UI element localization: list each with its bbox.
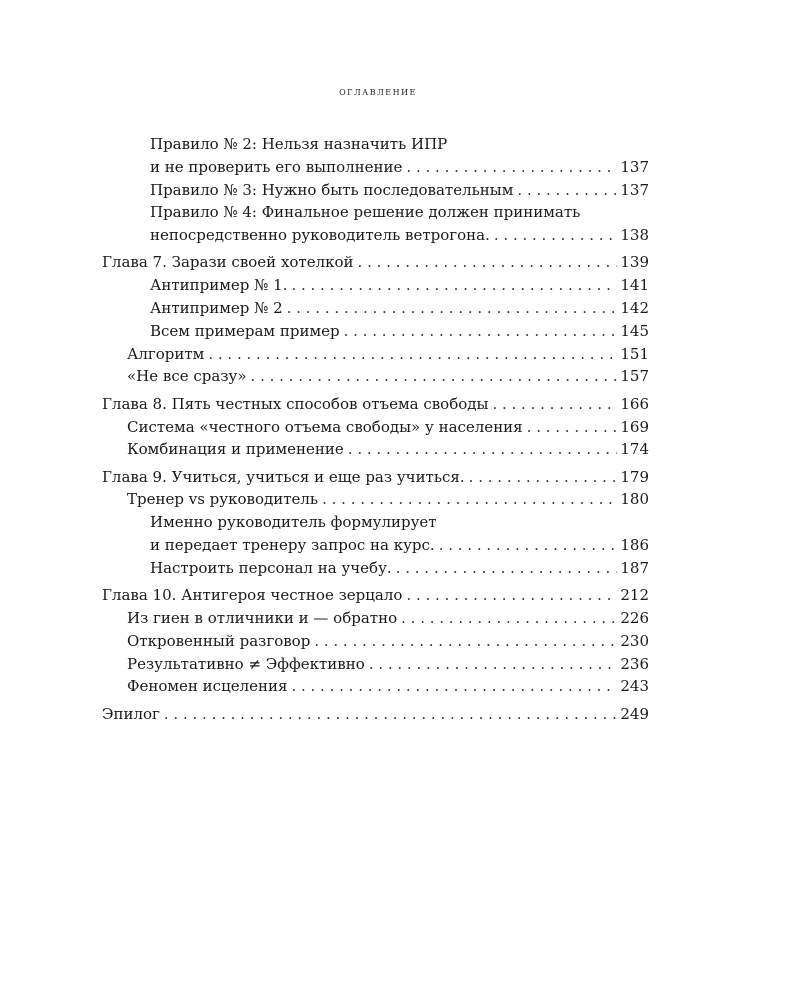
toc-section-entry[interactable] [102, 653, 649, 676]
toc-page-number: 145 [620, 321, 649, 340]
toc-page-number: 138 [620, 226, 649, 245]
toc-page-number: 166 [620, 394, 649, 413]
toc-page-number: 230 [620, 631, 649, 650]
toc-entry-title: Феномен исцеления [127, 677, 288, 696]
dot-leader [406, 156, 617, 179]
toc-section-entry[interactable] [102, 416, 649, 439]
toc-page-number: 151 [620, 344, 649, 363]
toc-chapter-entry[interactable] [102, 251, 649, 274]
toc-section-entry[interactable] [102, 274, 649, 297]
toc-page-number: 187 [620, 558, 649, 577]
toc-section-entry[interactable] [102, 488, 649, 511]
toc-page-number: 139 [620, 253, 649, 272]
dot-leader [369, 653, 618, 676]
toc-section-entry[interactable] [102, 297, 649, 320]
toc-entry-title-line: Правило № 4: Финальное решение должен принимать [150, 203, 581, 222]
toc-page-number: 186 [620, 536, 649, 555]
toc-section-entry[interactable] [102, 557, 649, 580]
dot-leader [164, 703, 617, 726]
dot-leader [527, 416, 618, 439]
toc-section-entry[interactable] [102, 179, 649, 202]
toc-chapter-entry[interactable] [102, 584, 649, 607]
toc-section-entry[interactable] [102, 675, 649, 698]
toc-entry-title: Антипример № 1. [150, 276, 288, 295]
dot-leader [401, 607, 617, 630]
toc-page-number: 212 [620, 586, 649, 605]
dot-leader [358, 251, 618, 274]
toc-entry-title: Комбинация и применение [127, 440, 344, 459]
toc-page-number: 179 [620, 467, 649, 486]
toc-entry-last-line [150, 534, 649, 557]
dot-leader [494, 224, 617, 247]
toc-page-number: 236 [620, 654, 649, 673]
dot-leader [469, 466, 618, 489]
toc-chapter-entry[interactable] [102, 466, 649, 489]
dot-leader [406, 584, 617, 607]
dot-leader [322, 488, 617, 511]
toc-page-number: 249 [620, 704, 649, 723]
toc-entry-title: Система «честного отъема свободы» у населения [127, 417, 523, 436]
toc-entry-title: Глава 7. Зарази своей хотелкой [102, 253, 354, 272]
toc-entry-title: Результативно ≠ Эффективно [127, 654, 365, 673]
toc-entry-title: Глава 8. Пять честных способов отъема свободы [102, 394, 489, 413]
toc-entry-title: Тренер vs руководитель [127, 490, 319, 509]
toc-page-number: 137 [620, 180, 649, 199]
toc-page-number: 142 [620, 299, 649, 318]
toc-entry-title: и не проверить его выполнение [150, 157, 403, 176]
toc-section-entry[interactable] [102, 343, 649, 366]
toc-chapter-entry[interactable] [102, 703, 649, 726]
toc-section-entry[interactable] [102, 630, 649, 653]
toc-entry-title: «Не все сразу» [127, 367, 247, 386]
toc-chapter-entry[interactable] [102, 393, 649, 416]
toc-entry-title: Антипример № 2 [150, 299, 283, 318]
toc-entry-last-line [150, 224, 649, 247]
dot-leader [344, 320, 618, 343]
toc-page-number: 226 [620, 608, 649, 627]
toc-section-entry[interactable] [102, 201, 649, 247]
toc-entry-title-line: Правило № 2: Нельзя назначить ИПР [150, 135, 448, 153]
toc-section-entry[interactable] [102, 133, 649, 179]
toc-section-entry[interactable] [102, 607, 649, 630]
toc-page-number: 157 [620, 367, 649, 386]
toc-entry-title: Всем примерам пример [150, 321, 340, 340]
dot-leader [314, 630, 617, 653]
toc-page-number: 137 [620, 157, 649, 176]
toc-entry-title: Глава 9. Учиться, учиться и еще раз учиться. [102, 467, 465, 486]
dot-leader [396, 557, 618, 580]
dot-leader [291, 274, 617, 297]
toc-page-number: 169 [620, 417, 649, 436]
toc-entry-title: Из гиен в отличники и — обратно [127, 608, 398, 627]
dot-leader [287, 297, 618, 320]
toc-section-entry[interactable] [102, 320, 649, 343]
toc-entry-title: непосредственно руководитель ветрогона. [150, 226, 490, 245]
toc-entry-title: Эпилог [102, 704, 160, 723]
table-of-contents [102, 133, 649, 725]
toc-page-number: 180 [620, 490, 649, 509]
toc-entry-title: Глава 10. Антигероя честное зерцало [102, 586, 403, 605]
running-header: оглавление [339, 84, 417, 98]
toc-page-number: 243 [620, 677, 649, 696]
toc-page-number: 174 [620, 440, 649, 459]
toc-entry-title: Правило № 3: Нужно быть последовательным [150, 180, 514, 199]
toc-entry-title: Откровенный разговор [127, 631, 311, 650]
toc-entry-title: и передает тренеру запрос на курс. [150, 536, 435, 555]
toc-section-entry[interactable] [102, 365, 649, 388]
toc-entry-last-line [150, 156, 649, 179]
dot-leader [492, 393, 617, 416]
toc-entry-title-line: Именно руководитель формулирует [150, 513, 437, 532]
toc-entry-title: Настроить персонал на учебу. [150, 558, 392, 577]
dot-leader [517, 179, 617, 202]
toc-page-number: 141 [620, 276, 649, 295]
dot-leader [291, 675, 617, 698]
dot-leader [208, 343, 617, 366]
dot-leader [348, 438, 618, 461]
dot-leader [251, 365, 618, 388]
toc-section-entry[interactable] [102, 511, 649, 557]
dot-leader [439, 534, 618, 557]
toc-entry-title: Алгоритм [127, 344, 205, 363]
toc-section-entry[interactable] [102, 438, 649, 461]
